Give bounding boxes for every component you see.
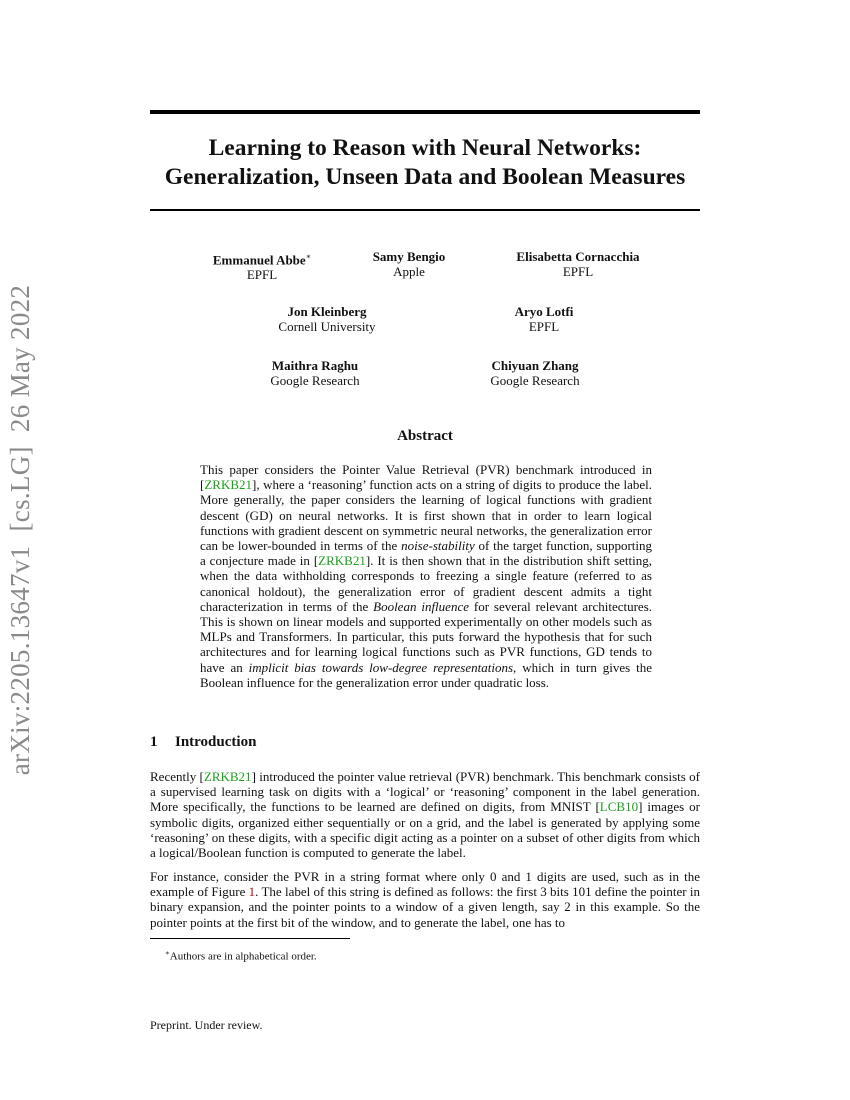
abstract-heading: Abstract [397, 428, 453, 444]
author-name: Samy Bengio [372, 249, 446, 264]
title-bottom-rule [150, 209, 700, 211]
author-block [247, 304, 407, 334]
author-affiliation: EPFL [246, 267, 278, 283]
author-block [488, 249, 668, 279]
author-block [245, 358, 385, 388]
arxiv-date: 26 May 2022 [5, 284, 35, 433]
author-affiliation: Cornell University [278, 319, 376, 334]
footnote-text: Authors are in alphabetical order. [169, 950, 317, 963]
author-block [484, 304, 604, 334]
author-block [192, 249, 332, 282]
author-name: Emmanuel Abbe [212, 252, 306, 268]
paper-title [150, 134, 700, 192]
title-line-1: Learning to Reason with Neural Networks: [208, 135, 642, 161]
author-affiliation: Google Research [490, 373, 580, 388]
author-name: Aryo Lotfi [514, 304, 574, 319]
citation-link[interactable]: ZRKB21 [203, 769, 252, 784]
author-affiliation: EPFL [528, 319, 560, 334]
author-block [349, 249, 469, 279]
author-block [465, 358, 605, 388]
citation-link[interactable]: ZRKB21 [204, 477, 253, 493]
preprint-note: Preprint. Under review. [150, 1018, 263, 1032]
footnote [165, 949, 317, 963]
footnote-rule [150, 938, 350, 939]
arxiv-identifier-stamp [2, 260, 38, 800]
arxiv-id: arXiv:2205.13647v1 [5, 545, 35, 776]
figure-reference-link[interactable]: 1 [248, 884, 256, 900]
emphasis: Boolean influence [373, 598, 469, 614]
title-line-2: Generalization, Unseen Data and Boolean Measures [164, 164, 686, 190]
intro-paragraph-1: Recently [ZRKB21] introduced the pointer value retrieval (PVR) benchmark. This benchmark consists of a supervised learning task on digits with a ‘logical’ or ‘reasoning’ component in the label generation. More specifically, the functions to be learned are defined on digits, from MNIST [LCB10] images or symbolic digits, organized either sequentially or on a grid, and the label is generated by applying some ‘reasoning’ on these digits, with a specific digit acting as a pointer on a subset of other digits from which a logical/Boolean function is computed to generate the label. [150, 769, 700, 861]
arxiv-category: [cs.LG] [5, 446, 35, 532]
author-affiliation: Google Research [270, 373, 360, 388]
author-name: Maithra Raghu [271, 358, 359, 373]
abstract-text: This paper considers the Pointer Value Retrieval (PVR) benchmark introduced in [ZRKB21], where a ‘reasoning’ function acts on a string of digits to produce the label. More generally, the paper considers the learning of logical functions with gradient descent (GD) on neural networks. It is first shown that in order to learn logical functions with gradient descent on symmetric neural networks, the generalization error can be lower-bounded in terms of the noise-stability of the target function, supporting a conjecture made in [ZRKB21]. It is then shown that in the distribution shift setting, when the data withholding corresponds to freezing a single feature (referred to as canonical holdout), the generalization error of gradient descent admits a tight characterization in terms of the Boolean influence for several relevant architectures. This is shown on linear models and supported experimentally on other models such as MLPs and Transformers. In particular, this puts forward the hypothesis that for such architectures and for learning logical functions such as PVR functions, GD tends to have an implicit bias towards low-degree representations, which in turn gives the Boolean influence for the generalization error under quadratic loss. [200, 462, 653, 690]
footnote-mark: ∗ [165, 949, 170, 957]
author-affiliation: EPFL [562, 264, 594, 279]
author-name: Chiyuan Zhang [491, 358, 579, 373]
author-name: Elisabetta Cornacchia [516, 249, 640, 264]
emphasis: implicit bias towards low-degree representations [248, 659, 514, 675]
emphasis: noise-stability [401, 538, 475, 554]
citation-link[interactable]: ZRKB21 [318, 553, 366, 569]
author-footnote-mark: ∗ [305, 252, 312, 261]
section-title: Introduction [175, 734, 257, 750]
author-name: Jon Kleinberg [287, 304, 367, 319]
section-number: 1 [150, 734, 158, 750]
section-heading [150, 734, 256, 751]
author-affiliation: Apple [393, 264, 425, 279]
intro-paragraph-2: For instance, consider the PVR in a string format where only 0 and 1 digits are used, such as in the example of Figure 1. The label of this string is defined as follows: the first 3 bits 101 define the pointer in binary expansion, and the pointer points to a window of a given length, say 2 in this example. So the pointer points at the first bit of the window, and to generate the label, one has to [150, 869, 700, 930]
citation-link[interactable]: LCB10 [599, 799, 639, 815]
title-top-rule [150, 110, 700, 114]
